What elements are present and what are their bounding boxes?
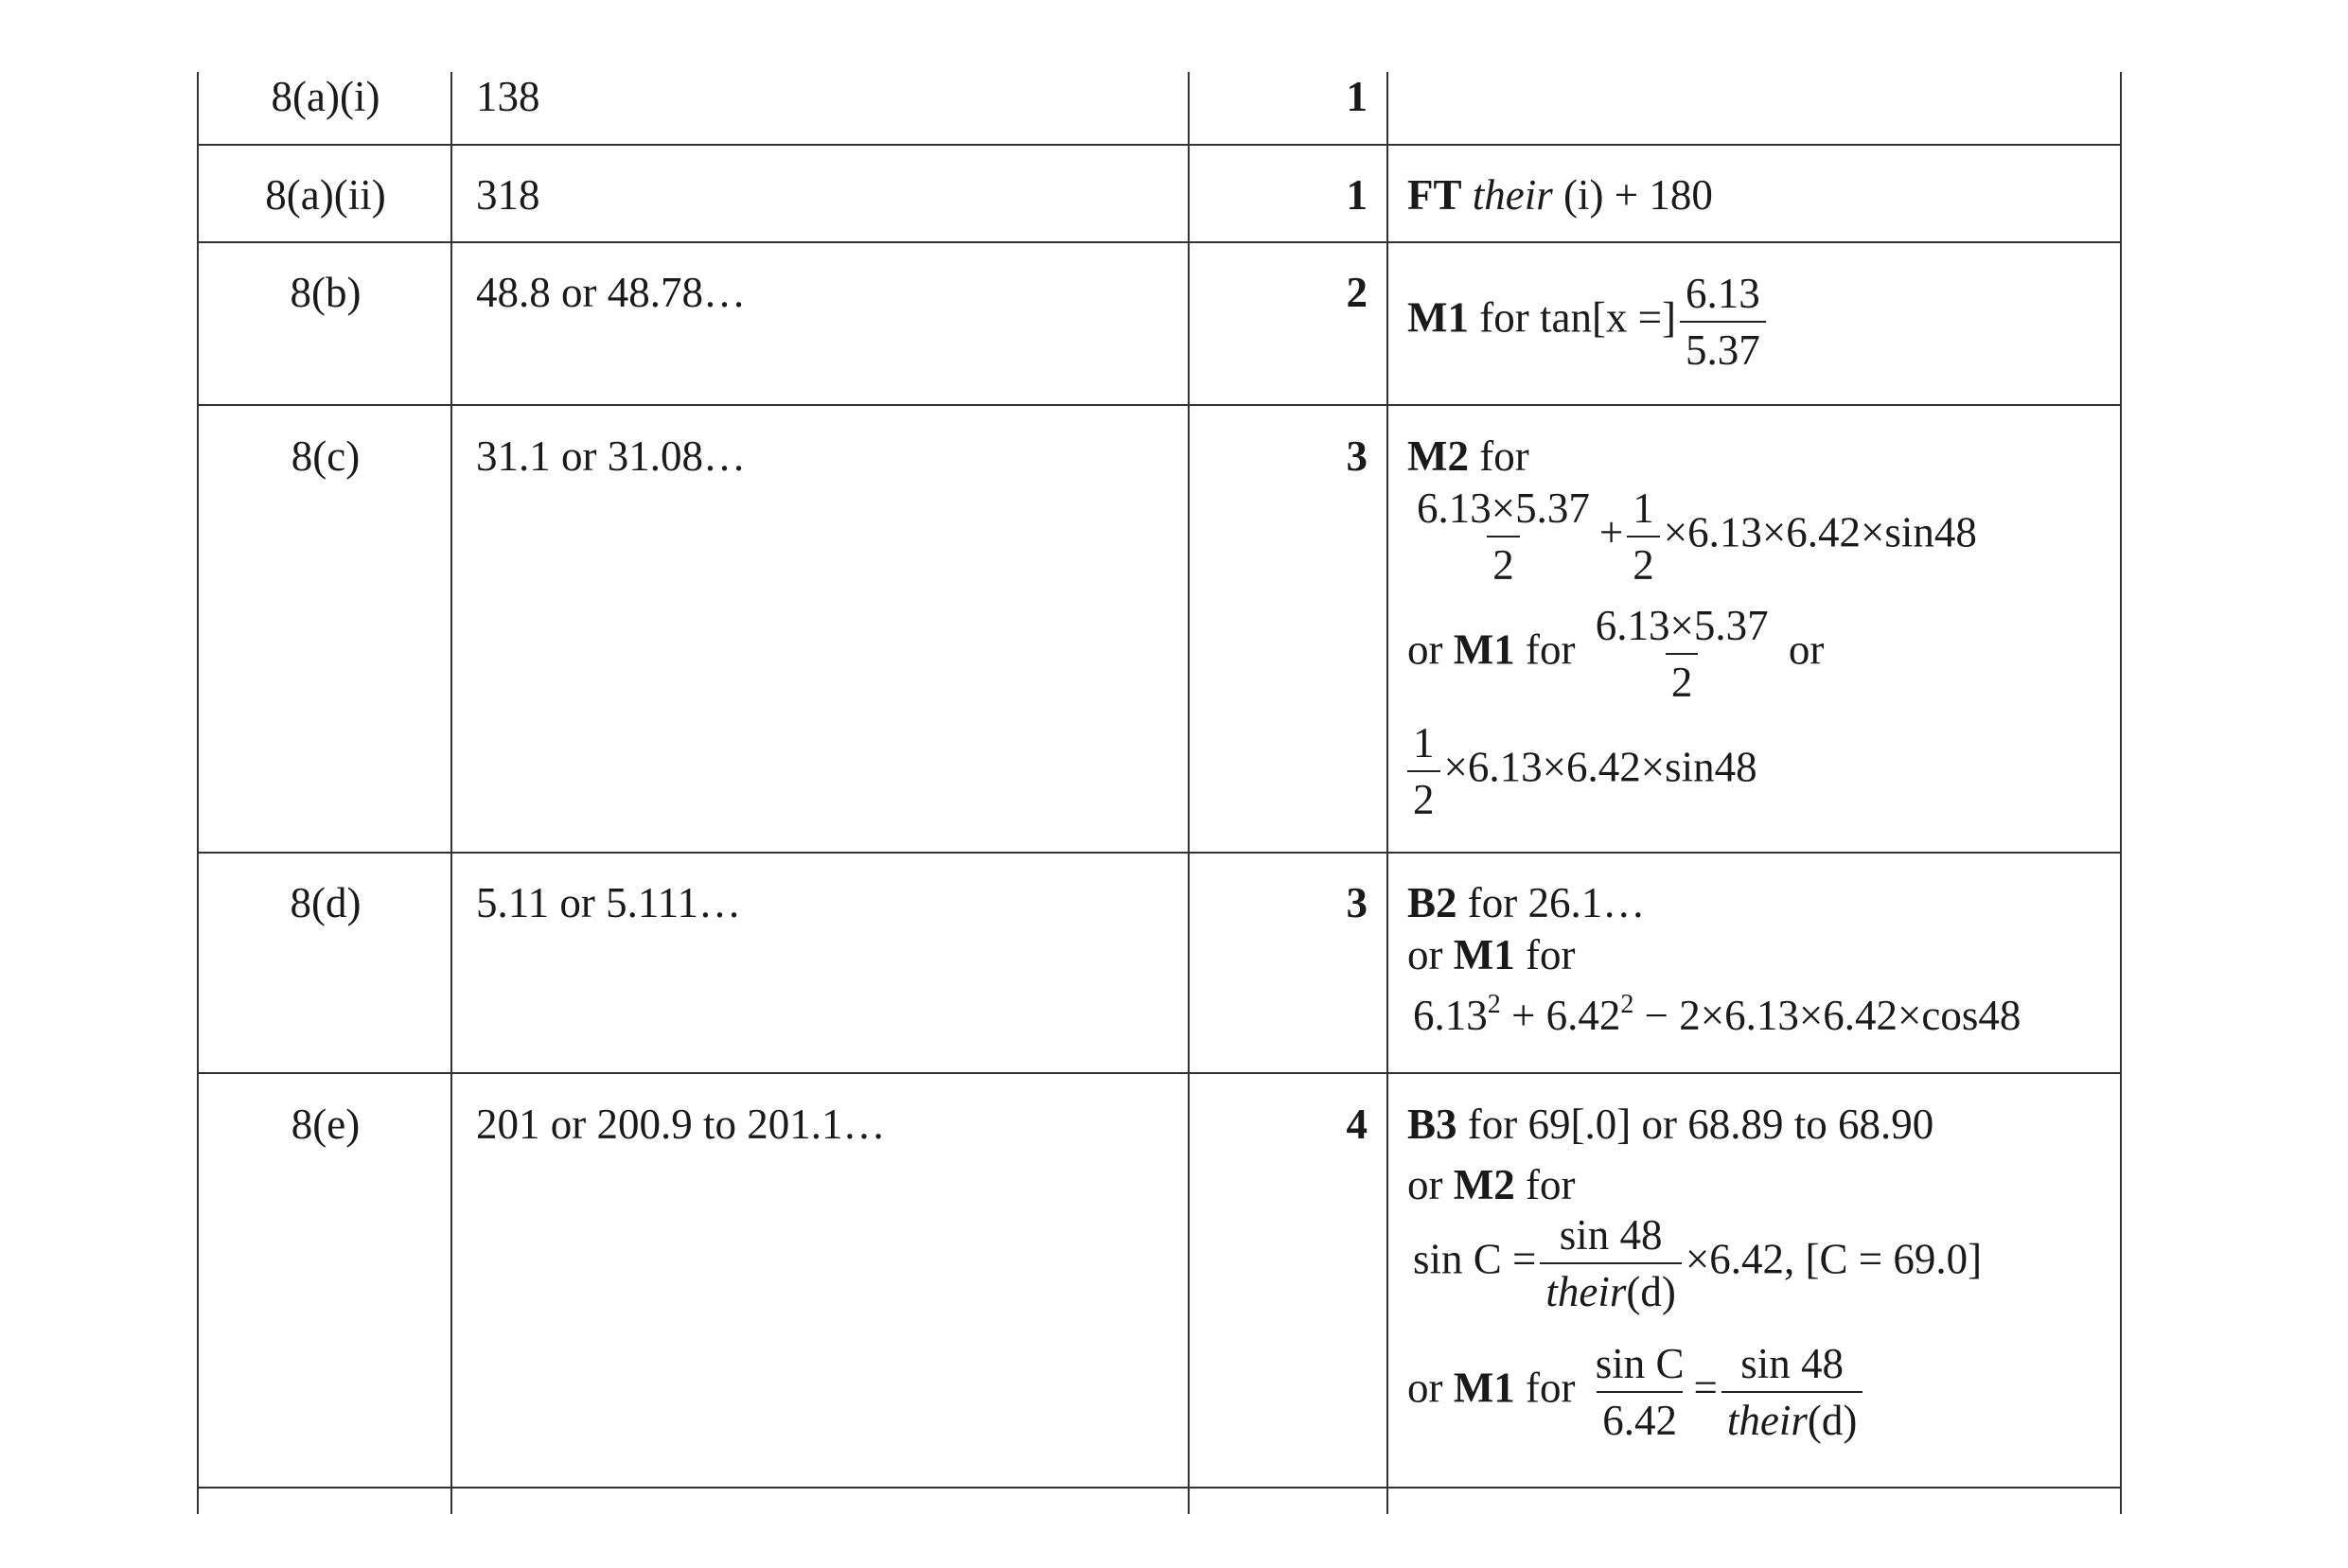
- answer-cell: 5.11 or 5.111…: [476, 879, 741, 926]
- fraction: [1540, 1211, 1681, 1315]
- answer-cell: 31.1 or 31.08…: [476, 432, 746, 480]
- guidance-text: (i) + 180: [1563, 171, 1713, 219]
- guidance-formula: [1404, 719, 1757, 823]
- guidance-formula: [1407, 602, 1824, 706]
- formula-tail: ×6.13×6.42×sin48: [1443, 743, 1757, 791]
- exponent: 2: [1487, 990, 1501, 1019]
- b3-label: B3: [1407, 1101, 1457, 1148]
- fraction-numerator: 1: [1413, 719, 1435, 766]
- question-number: 8(b): [290, 269, 362, 316]
- table-border-right: [2120, 72, 2122, 1514]
- formula-term: sin C =: [1413, 1235, 1537, 1283]
- guidance-formula: [1413, 1211, 1982, 1315]
- their-text: their: [1726, 1397, 1808, 1444]
- exponent: 2: [1620, 990, 1634, 1019]
- m1-label: M1: [1407, 293, 1469, 342]
- plus-sign: +: [1598, 508, 1624, 556]
- fraction: [1627, 484, 1660, 589]
- question-number: 8(a)(ii): [265, 171, 386, 219]
- guidance-line: [1407, 432, 1529, 481]
- guidance-line: [1407, 930, 1575, 979]
- guidance-text: or: [1407, 1364, 1443, 1412]
- fraction: [1590, 1340, 1690, 1444]
- fraction-denominator: 5.37: [1680, 321, 1766, 374]
- marks-cell: 2: [1346, 269, 1368, 316]
- fraction-denominator: [1721, 1391, 1863, 1444]
- fraction: [1590, 602, 1774, 706]
- marks-cell: 3: [1346, 879, 1368, 926]
- m1-label: M1: [1453, 1364, 1515, 1412]
- fraction: [1680, 270, 1766, 374]
- table-border-left: [197, 72, 199, 1514]
- formula-term: − 2×6.13×6.42×cos48: [1633, 992, 2021, 1039]
- guidance-text: for: [1525, 1161, 1576, 1208]
- fraction-numerator: sin 48: [1740, 1340, 1845, 1387]
- guidance-formula: [1407, 1340, 1866, 1444]
- m2-label: M2: [1407, 432, 1469, 480]
- fraction-denominator: 2: [1407, 770, 1440, 823]
- table-divider-guidance: [1386, 72, 1388, 1514]
- formula-term: 6.13: [1413, 992, 1488, 1039]
- m1-label: M1: [1453, 931, 1515, 978]
- fraction-denominator: 6.42: [1597, 1391, 1683, 1444]
- their-text: their: [1545, 1268, 1627, 1315]
- ft-label: FT: [1407, 171, 1462, 219]
- guidance-text: for: [1479, 432, 1529, 480]
- guidance-text: or: [1407, 625, 1443, 674]
- guidance-text: for: [1479, 293, 1529, 342]
- guidance-text: or: [1407, 1161, 1443, 1208]
- row-separator: [197, 144, 2121, 146]
- question-number: 8(a)(i): [271, 73, 380, 120]
- guidance-text: for: [1525, 931, 1576, 978]
- b2-label: B2: [1407, 879, 1457, 926]
- marks-cell: 3: [1346, 432, 1368, 480]
- row-separator: [197, 1487, 2121, 1489]
- m1-label: M1: [1453, 625, 1515, 674]
- answer-cell: 318: [476, 171, 540, 219]
- equals-sign: =: [1693, 1364, 1718, 1412]
- answer-cell: 48.8 or 48.78…: [476, 269, 746, 316]
- guidance-text: for 26.1…: [1467, 879, 1646, 926]
- question-number: 8(e): [291, 1101, 361, 1148]
- fraction-numerator: 6.13: [1686, 270, 1760, 317]
- guidance-text: or: [1407, 931, 1443, 978]
- question-number: 8(d): [290, 879, 362, 926]
- answer-cell: 201 or 200.9 to 201.1…: [476, 1101, 886, 1148]
- formula-term: + 6.42: [1500, 992, 1621, 1039]
- row-separator: [197, 1072, 2121, 1074]
- fraction: [1721, 1340, 1863, 1444]
- row-separator: [197, 241, 2121, 243]
- formula-term: (d): [1626, 1268, 1676, 1315]
- guidance-line: [1407, 878, 1645, 927]
- m2-label: M2: [1453, 1161, 1515, 1208]
- marks-cell: 4: [1346, 1101, 1368, 1148]
- guidance-text: or: [1788, 625, 1825, 674]
- fraction-denominator: 2: [1627, 536, 1660, 589]
- their-text: their: [1472, 171, 1553, 219]
- fraction-numerator: 6.13×5.37: [1417, 484, 1590, 532]
- marks-cell: 1: [1346, 73, 1368, 120]
- guidance-text: for: [1525, 1364, 1576, 1412]
- fraction-denominator: [1540, 1262, 1681, 1315]
- fraction: [1407, 719, 1440, 823]
- guidance-line: [1407, 1160, 1575, 1209]
- fraction-denominator: 2: [1487, 536, 1520, 589]
- table-divider-answer: [450, 72, 452, 1514]
- answer-cell: 138: [476, 73, 540, 120]
- guidance-text: for: [1525, 625, 1576, 674]
- guidance-formula: [1407, 484, 1977, 589]
- fraction-numerator: sin 48: [1559, 1211, 1663, 1259]
- formula-tail: ×6.13×6.42×sin48: [1663, 508, 1977, 556]
- row-separator: [197, 404, 2121, 406]
- fraction-numerator: sin C: [1595, 1340, 1685, 1387]
- guidance-line: [1407, 1100, 1933, 1149]
- row-separator: [197, 852, 2121, 854]
- guidance-cell: [1407, 170, 1713, 220]
- guidance-text: for 69[.0] or 68.89 to 68.90: [1467, 1101, 1934, 1148]
- fraction-denominator: 2: [1666, 653, 1699, 706]
- fraction: [1411, 484, 1596, 589]
- marks-cell: 1: [1346, 171, 1368, 219]
- fraction-numerator: 6.13×5.37: [1595, 602, 1769, 649]
- guidance-cell: [1407, 270, 1770, 374]
- formula-tail: ×6.42, [C = 69.0]: [1685, 1235, 1983, 1283]
- tan-expression: tan[x =]: [1539, 293, 1677, 342]
- guidance-formula: [1413, 991, 2021, 1040]
- question-number: 8(c): [291, 432, 361, 480]
- fraction-numerator: 1: [1633, 484, 1654, 532]
- formula-term: (d): [1807, 1397, 1858, 1444]
